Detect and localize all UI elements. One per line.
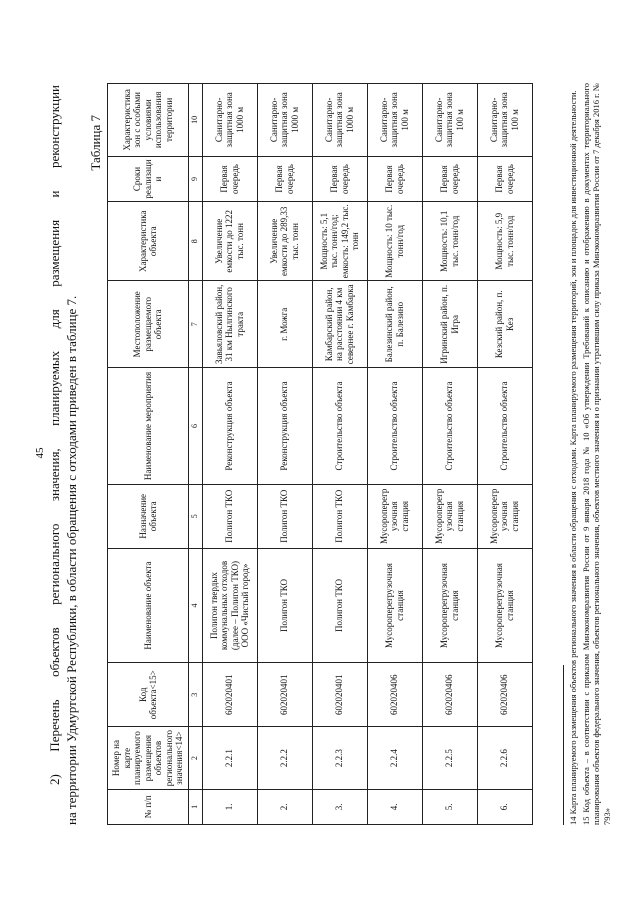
table-cell: Мусороперегрузочная станция <box>422 484 477 548</box>
table-cell: Полигон ТКО <box>257 548 312 662</box>
table-row <box>477 84 532 825</box>
table-cell: Реконструкция объекта <box>257 368 312 484</box>
table-cell: Балезинский район, п. Балезино <box>367 281 422 368</box>
column-number: 3 <box>189 663 203 727</box>
table-row <box>367 84 422 825</box>
table-cell: Полигон ТКО <box>312 484 367 548</box>
table-cell: Санитарно-защитная зона 1000 м <box>257 84 312 157</box>
column-number: 10 <box>189 84 203 157</box>
column-number: 4 <box>189 548 203 662</box>
table-cell: Игринский район, п. Игра <box>422 281 477 368</box>
table-cell: Первая очередь <box>367 156 422 202</box>
header-cell: Характеристика объекта <box>108 202 189 281</box>
table-cell: Кезский район, п. Кез <box>477 281 532 368</box>
table-cell: 2.2.2 <box>257 727 312 789</box>
table-cell: Строительство объекта <box>477 368 532 484</box>
table-cell: Полигон ТКО <box>202 484 257 548</box>
header-cell: Номер на карте планируемого размещения объектов регионального значения<14> <box>108 727 189 789</box>
table-label: Таблица 7 <box>88 115 103 171</box>
table-cell: 2.2.4 <box>367 727 422 789</box>
footnote-14: 14 Карта планируемого размещения объектов регионального значения в области обращения с отходами. Карта планируемого размещения территорий, зон и площадок для инвестиционной деятельности. <box>568 90 578 825</box>
header-cell: Назначение объекта <box>108 484 189 548</box>
table-cell: 602020401 <box>312 663 367 727</box>
table-cell: Первая очередь <box>477 156 532 202</box>
footnote-divider <box>563 665 564 825</box>
table-cell: Первая очередь <box>422 156 477 202</box>
table-cell: Мусороперегрузочная станция <box>477 548 532 662</box>
table-cell: Мусороперегрузочная станция <box>367 484 422 548</box>
table-cell: 602020406 <box>422 663 477 727</box>
header-cell: Код объекта<15> <box>108 663 189 727</box>
column-number: 2 <box>189 727 203 789</box>
table-cell: Санитарно-защитная зона 100 м <box>422 84 477 157</box>
header-cell: Характеристика зон с особыми условиями использования территории <box>108 84 189 157</box>
table-row <box>422 84 477 825</box>
column-number: 6 <box>189 368 203 484</box>
header-cell: Сроки реализации <box>108 156 189 202</box>
column-number: 9 <box>189 156 203 202</box>
table-cell: 602020401 <box>257 663 312 727</box>
table-cell: Строительство объекта <box>422 368 477 484</box>
column-number: 1 <box>189 789 203 824</box>
table-cell: 6. <box>477 789 532 824</box>
table-cell: 2.2.3 <box>312 727 367 789</box>
table-cell: 602020406 <box>477 663 532 727</box>
table-cell: Полигон твердых коммунальных отходов (далее – Полигон ТКО) ООО «Чистый город» <box>202 548 257 662</box>
heading-line-1: 2) Перечень объектов регионального значения, планируемых для размещения и реконструкции <box>47 85 62 785</box>
table-cell: 2.2.6 <box>477 727 532 789</box>
table-cell: Строительство объекта <box>367 368 422 484</box>
table-cell: 602020406 <box>367 663 422 727</box>
table-cell: Мощность: 10 тыс. тонн/год <box>367 202 422 281</box>
table-cell: Санитарно-защитная зона 100 м <box>477 84 532 157</box>
table-cell: Увеличение емкости до 1222 тыс. тонн <box>202 202 257 281</box>
table-cell: 2.2.5 <box>422 727 477 789</box>
heading-line-2: на территории Удмуртской Республики, в области обращения с отходами приведен в таблице 7. <box>64 295 79 825</box>
table-cell: 2. <box>257 789 312 824</box>
table-cell: Санитарно-защитная зона 1000 м <box>202 84 257 157</box>
header-cell: Наименование объекта <box>108 548 189 662</box>
table-cell: Санитарно-защитная зона 100 м <box>367 84 422 157</box>
table-cell: Первая очередь <box>202 156 257 202</box>
table-cell: 4. <box>367 789 422 824</box>
table-cell: 602020401 <box>202 663 257 727</box>
table-cell: Полигон ТКО <box>312 548 367 662</box>
footnotes <box>563 83 614 825</box>
table-cell: Мусороперегрузочная станция <box>422 548 477 662</box>
section-heading <box>46 85 80 825</box>
table-cell: Строительство объекта <box>312 368 367 484</box>
table-cell: г. Можга <box>257 281 312 368</box>
table-cell: Увеличение емкости до 289,33 тыс. тонн <box>257 202 312 281</box>
table-cell: 5. <box>422 789 477 824</box>
table-cell: Санитарно-защитная зона 1000 м <box>312 84 367 157</box>
table-cell: Мощность: 5,1 тыс. тонн/год; емкость: 149,2 тыс. тонн <box>312 202 367 281</box>
column-number-row <box>189 84 203 825</box>
table-row <box>257 84 312 825</box>
table-cell: Первая очередь <box>312 156 367 202</box>
column-number: 8 <box>189 202 203 281</box>
table-cell: Полигон ТКО <box>257 484 312 548</box>
objects-table <box>107 83 533 825</box>
footnote-15: 15 Код объекта – в соответствии с приказом Минэкономразвития России от 9 января 2018 года № 10 «Об утверждении Требований к описанию и отображению в документах территориального планирования объектов федерального значения, объектов регионального значения, объектов местного значения и о признании утратившим силу приказа Минэкономразвития России от 7 декабря 2016 г. № 793» <box>580 83 612 825</box>
table-cell: Мощность: 10,1 тыс. тонн/год <box>422 202 477 281</box>
table-row <box>202 84 257 825</box>
table-cell: Реконструкция объекта <box>202 368 257 484</box>
table-cell: 2.2.1 <box>202 727 257 789</box>
table-cell: Завьяловский район, 31 км Нылгинского тракта <box>202 281 257 368</box>
table-cell: 3. <box>312 789 367 824</box>
table-cell: Первая очередь <box>257 156 312 202</box>
table-header-row <box>108 84 189 825</box>
column-number: 7 <box>189 281 203 368</box>
column-number: 5 <box>189 484 203 548</box>
table-cell: 1. <box>202 789 257 824</box>
table-cell: Камбарский район, на расстоянии 4 км севернее г. Камбарка <box>312 281 367 368</box>
page-number: 45 <box>34 447 46 459</box>
table-cell: Мощность: 5,9 тыс. тонн/год <box>477 202 532 281</box>
table-cell: Мусороперегрузочная станция <box>477 484 532 548</box>
header-cell: Наименование мероприятия <box>108 368 189 484</box>
table-row <box>312 84 367 825</box>
header-cell: Местоположение размещаемого объекта <box>108 281 189 368</box>
header-cell: № п/п <box>108 789 189 824</box>
table-cell: Мусороперегрузочная станция <box>367 548 422 662</box>
